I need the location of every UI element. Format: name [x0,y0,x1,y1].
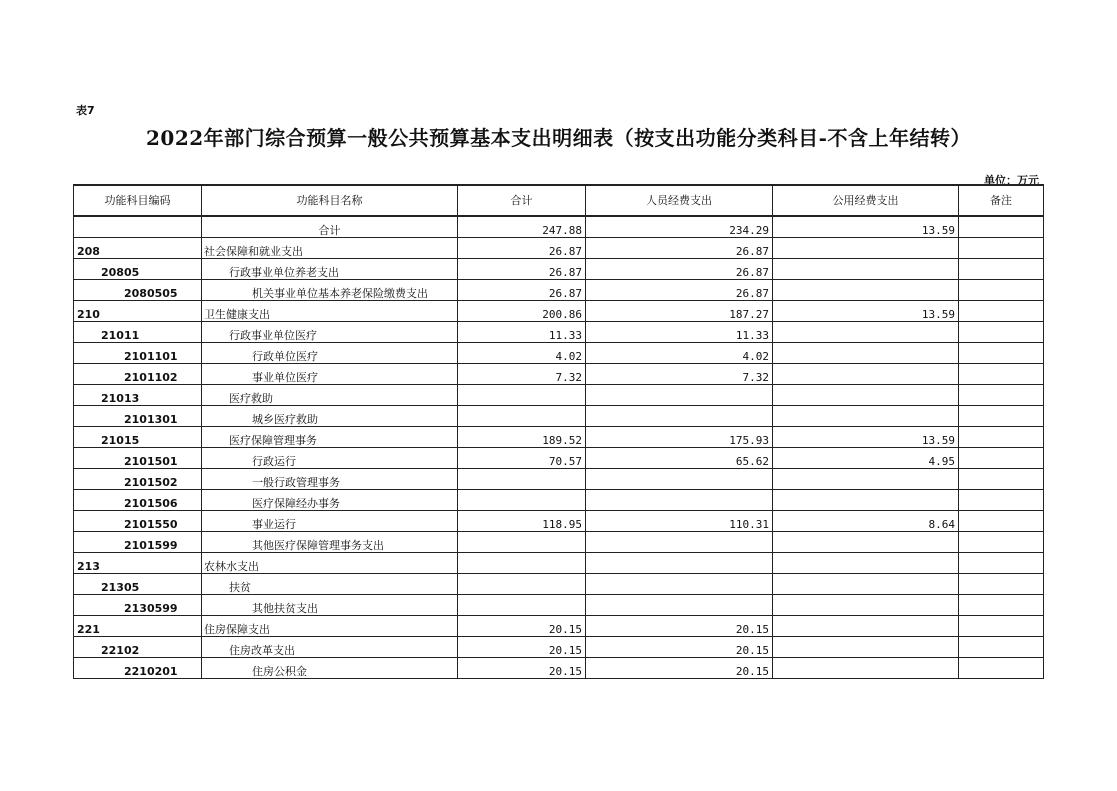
column-header-note: 备注 [959,185,1044,216]
cell-personnel: 234.29 [586,216,773,238]
cell-total: 20.15 [458,616,586,637]
cell-name: 住房公积金 [202,658,458,679]
table-row [74,658,1044,679]
cell-code: 21013 [74,385,202,406]
table-row [74,322,1044,343]
cell-personnel: 26.87 [586,280,773,301]
cell-public [773,553,959,574]
table-row [74,553,1044,574]
cell-total [458,406,586,427]
cell-code: 2130599 [74,595,202,616]
cell-name: 医疗保障管理事务 [202,427,458,448]
cell-note [959,259,1044,280]
table-row [74,532,1044,553]
cell-name: 农林水支出 [202,553,458,574]
cell-public [773,406,959,427]
cell-code: 221 [74,616,202,637]
cell-public [773,595,959,616]
cell-code: 20805 [74,259,202,280]
cell-code: 2101550 [74,511,202,532]
table-row [74,490,1044,511]
cell-code: 2080505 [74,280,202,301]
cell-name: 医疗保障经办事务 [202,490,458,511]
cell-note [959,595,1044,616]
cell-personnel [586,595,773,616]
cell-name: 城乡医疗救助 [202,406,458,427]
cell-public: 13.59 [773,427,959,448]
cell-total: 26.87 [458,238,586,259]
column-header-name: 功能科目名称 [202,185,458,216]
cell-code: 2101506 [74,490,202,511]
cell-personnel [586,553,773,574]
cell-note [959,364,1044,385]
cell-public [773,469,959,490]
cell-personnel: 187.27 [586,301,773,322]
cell-code: 2101599 [74,532,202,553]
cell-name: 事业单位医疗 [202,364,458,385]
cell-personnel [586,406,773,427]
cell-note [959,322,1044,343]
cell-total: 118.95 [458,511,586,532]
cell-personnel: 26.87 [586,259,773,280]
cell-name: 社会保障和就业支出 [202,238,458,259]
cell-note [959,406,1044,427]
table-row [74,280,1044,301]
cell-public [773,616,959,637]
table-row [74,469,1044,490]
cell-note [959,280,1044,301]
cell-note [959,448,1044,469]
cell-public [773,574,959,595]
table-row [74,343,1044,364]
cell-name: 合计 [202,216,458,238]
cell-total: 200.86 [458,301,586,322]
cell-total: 7.32 [458,364,586,385]
table-row [74,406,1044,427]
cell-personnel: 65.62 [586,448,773,469]
cell-name: 机关事业单位基本养老保险缴费支出 [202,280,458,301]
cell-public [773,259,959,280]
cell-total [458,469,586,490]
table-row [74,448,1044,469]
cell-note [959,238,1044,259]
column-header-public: 公用经费支出 [773,185,959,216]
cell-code: 208 [74,238,202,259]
cell-name: 其他扶贫支出 [202,595,458,616]
table-row [74,301,1044,322]
cell-note [959,637,1044,658]
table-row [74,427,1044,448]
cell-code: 21011 [74,322,202,343]
table-row [74,637,1044,658]
cell-note [959,553,1044,574]
cell-note [959,574,1044,595]
cell-personnel: 175.93 [586,427,773,448]
budget-table [73,184,1044,679]
cell-public [773,385,959,406]
cell-note [959,511,1044,532]
cell-code: 22102 [74,637,202,658]
cell-public [773,322,959,343]
cell-note [959,385,1044,406]
table-row [74,511,1044,532]
cell-total [458,595,586,616]
cell-name: 行政运行 [202,448,458,469]
document-title: 2022年部门综合预算一般公共预算基本支出明细表（按支出功能分类科目-不含上年结转） [146,126,971,150]
cell-public [773,364,959,385]
cell-personnel [586,490,773,511]
cell-note [959,301,1044,322]
cell-total: 26.87 [458,259,586,280]
cell-personnel: 7.32 [586,364,773,385]
table-row [74,364,1044,385]
table-row [74,238,1044,259]
column-header-code: 功能科目编码 [74,185,202,216]
cell-name: 其他医疗保障管理事务支出 [202,532,458,553]
cell-personnel [586,385,773,406]
cell-name: 事业运行 [202,511,458,532]
cell-total: 20.15 [458,637,586,658]
cell-name: 住房改革支出 [202,637,458,658]
table-row [74,216,1044,238]
cell-total [458,385,586,406]
cell-personnel [586,469,773,490]
cell-code: 2101502 [74,469,202,490]
cell-public: 4.95 [773,448,959,469]
table-row [74,574,1044,595]
cell-name: 医疗救助 [202,385,458,406]
column-header-total: 合计 [458,185,586,216]
cell-public [773,658,959,679]
cell-total: 11.33 [458,322,586,343]
cell-public [773,532,959,553]
cell-total [458,574,586,595]
cell-public: 8.64 [773,511,959,532]
cell-note [959,490,1044,511]
cell-personnel: 26.87 [586,238,773,259]
cell-total: 247.88 [458,216,586,238]
cell-public [773,490,959,511]
cell-code: 2101301 [74,406,202,427]
cell-total: 70.57 [458,448,586,469]
cell-public [773,343,959,364]
cell-name: 住房保障支出 [202,616,458,637]
cell-code [74,216,202,238]
cell-note [959,532,1044,553]
cell-note [959,343,1044,364]
cell-public [773,280,959,301]
cell-personnel: 20.15 [586,658,773,679]
cell-total: 4.02 [458,343,586,364]
cell-total [458,553,586,574]
cell-name: 卫生健康支出 [202,301,458,322]
column-header-personnel: 人员经费支出 [586,185,773,216]
cell-name: 扶贫 [202,574,458,595]
cell-public [773,238,959,259]
cell-total [458,532,586,553]
cell-note [959,658,1044,679]
cell-total: 189.52 [458,427,586,448]
cell-personnel: 20.15 [586,616,773,637]
cell-personnel: 4.02 [586,343,773,364]
cell-public [773,637,959,658]
cell-personnel: 11.33 [586,322,773,343]
table-row [74,595,1044,616]
table-row [74,616,1044,637]
cell-public: 13.59 [773,216,959,238]
table-row [74,385,1044,406]
table-header-row [74,185,1044,216]
cell-total: 26.87 [458,280,586,301]
cell-code: 2210201 [74,658,202,679]
cell-name: 行政事业单位医疗 [202,322,458,343]
unit-label: 单位：万元 [984,174,1039,187]
cell-note [959,427,1044,448]
cell-code: 210 [74,301,202,322]
table-number-label: 表7 [76,104,95,117]
cell-note [959,616,1044,637]
cell-code: 2101102 [74,364,202,385]
cell-note [959,469,1044,490]
cell-code: 2101501 [74,448,202,469]
cell-code: 21305 [74,574,202,595]
cell-public: 13.59 [773,301,959,322]
cell-name: 行政单位医疗 [202,343,458,364]
cell-personnel [586,532,773,553]
cell-note [959,216,1044,238]
cell-code: 2101101 [74,343,202,364]
cell-personnel: 20.15 [586,637,773,658]
cell-name: 一般行政管理事务 [202,469,458,490]
cell-personnel [586,574,773,595]
table-row [74,259,1044,280]
cell-total: 20.15 [458,658,586,679]
cell-code: 213 [74,553,202,574]
cell-personnel: 110.31 [586,511,773,532]
cell-total [458,490,586,511]
cell-code: 21015 [74,427,202,448]
cell-name: 行政事业单位养老支出 [202,259,458,280]
